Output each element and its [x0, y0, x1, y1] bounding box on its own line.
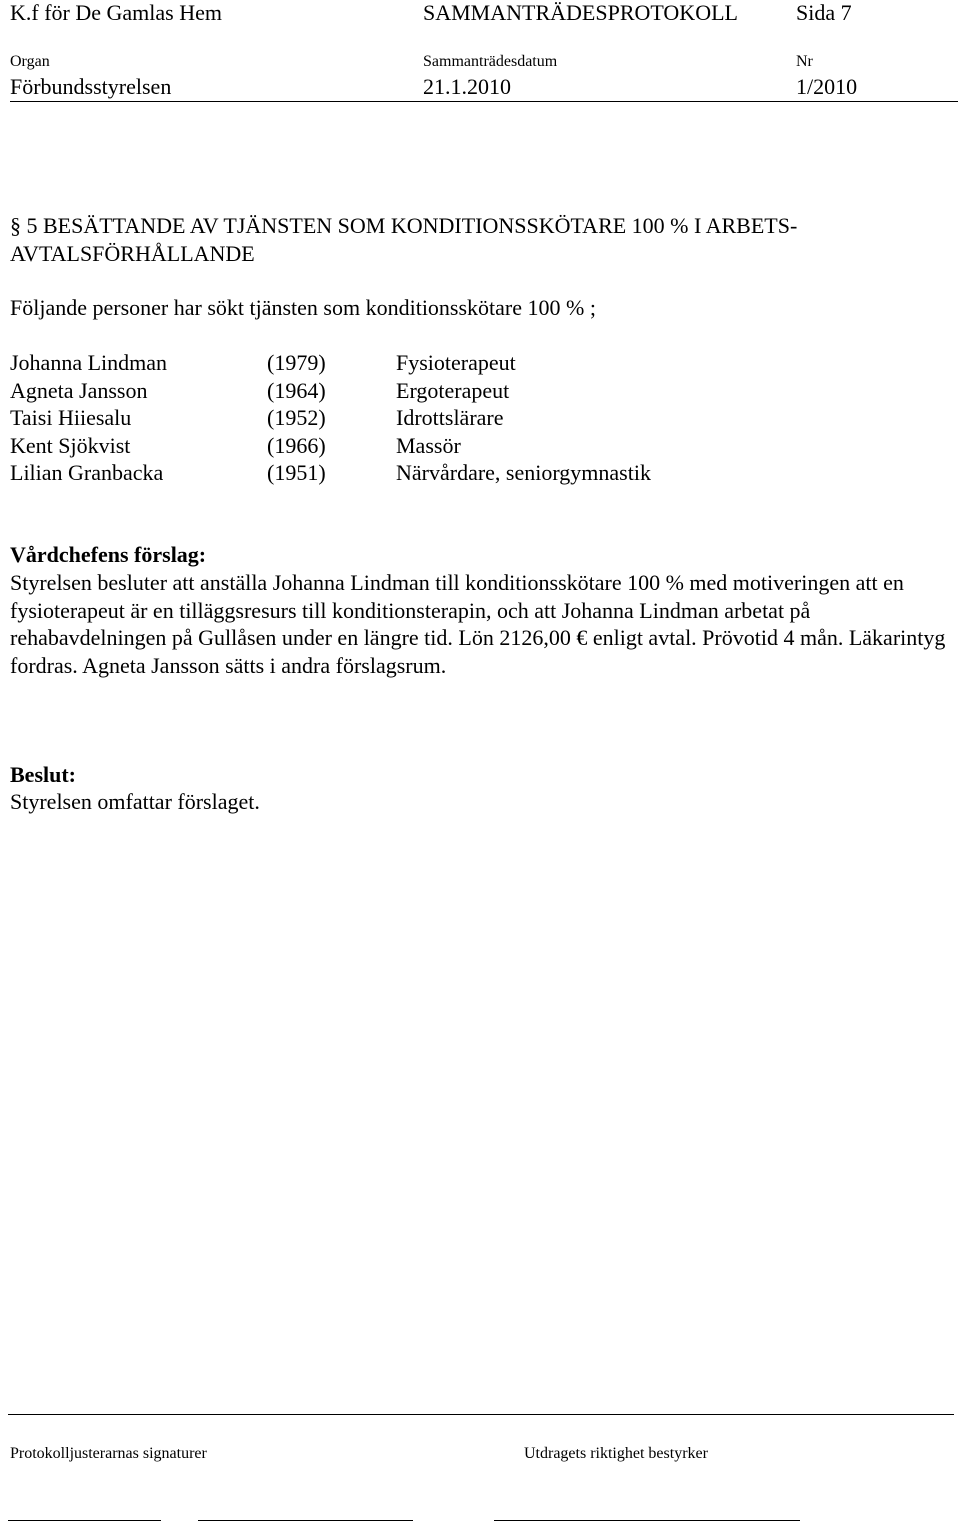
applicant-row — [10, 405, 910, 433]
proposal-heading: Vårdchefens förslag: — [10, 542, 207, 567]
footer-divider — [8, 1414, 954, 1415]
applicant-name: Agneta Jansson — [10, 378, 148, 403]
signature-line — [494, 1520, 800, 1521]
applicant-profession: Ergoterapeut — [396, 378, 510, 403]
applicant-row — [10, 350, 910, 378]
nr-value: 1/2010 — [796, 74, 858, 99]
date-label: Sammanträdesdatum — [423, 53, 558, 70]
applicant-profession: Massör — [396, 433, 461, 458]
section-heading: § 5 BESÄTTANDE AV TJÄNSTEN SOM KONDITIONSSKÖTARE 100 % I ARBETS-AVTALSFÖRHÅLLANDE — [10, 213, 798, 266]
intro-text: Följande personer har sökt tjänsten som konditionsskötare 100 % ; — [10, 295, 596, 320]
page-number: Sida 7 — [796, 0, 852, 25]
applicant-year: (1966) — [267, 433, 326, 458]
document-title: SAMMANTRÄDESPROTOKOLL — [423, 0, 738, 25]
signature-line — [198, 1520, 413, 1521]
applicant-row — [10, 378, 910, 406]
organization-name: K.f för De Gamlas Hem — [10, 0, 222, 25]
applicant-profession: Närvårdare, seniorgymnastik — [396, 460, 651, 485]
applicant-profession: Idrottslärare — [396, 405, 504, 430]
applicant-row — [10, 460, 910, 488]
applicant-year: (1952) — [267, 405, 326, 430]
applicant-name: Taisi Hiiesalu — [10, 405, 132, 430]
applicant-name: Johanna Lindman — [10, 350, 168, 375]
organ-value: Förbundsstyrelsen — [10, 74, 172, 99]
organ-label: Organ — [10, 53, 50, 70]
applicant-name: Kent Sjökvist — [10, 433, 131, 458]
nr-label: Nr — [796, 53, 813, 70]
date-value: 21.1.2010 — [423, 74, 511, 99]
applicant-year: (1951) — [267, 460, 326, 485]
header-divider — [10, 101, 958, 102]
signature-line — [8, 1520, 161, 1521]
applicant-year: (1964) — [267, 378, 326, 403]
extract-certification-label: Utdragets riktighet bestyrker — [524, 1445, 708, 1462]
adjusters-signature-label: Protokolljusterarnas signaturer — [10, 1445, 207, 1462]
applicant-profession: Fysioterapeut — [396, 350, 516, 375]
proposal-text: Styrelsen besluter att anställa Johanna Lindman till konditionsskötare 100 % med motiveringen att en fysioterapeut är en tilläggsresurs till konditionsterapin, och att Johanna Lindman arbetat på rehabavdelningen på Gullåsen under en längre tid. Lön 2126,00 € enligt avtal. Prövotid 4 mån. Läkarintyg fordras. Agneta Jansson sätts i andra förslagsrum. — [10, 570, 946, 678]
applicant-name: Lilian Granbacka — [10, 460, 164, 485]
applicant-row — [10, 433, 910, 461]
applicant-year: (1979) — [267, 350, 326, 375]
decision-text: Styrelsen omfattar förslaget. — [10, 789, 260, 814]
decision-heading: Beslut: — [10, 762, 76, 787]
